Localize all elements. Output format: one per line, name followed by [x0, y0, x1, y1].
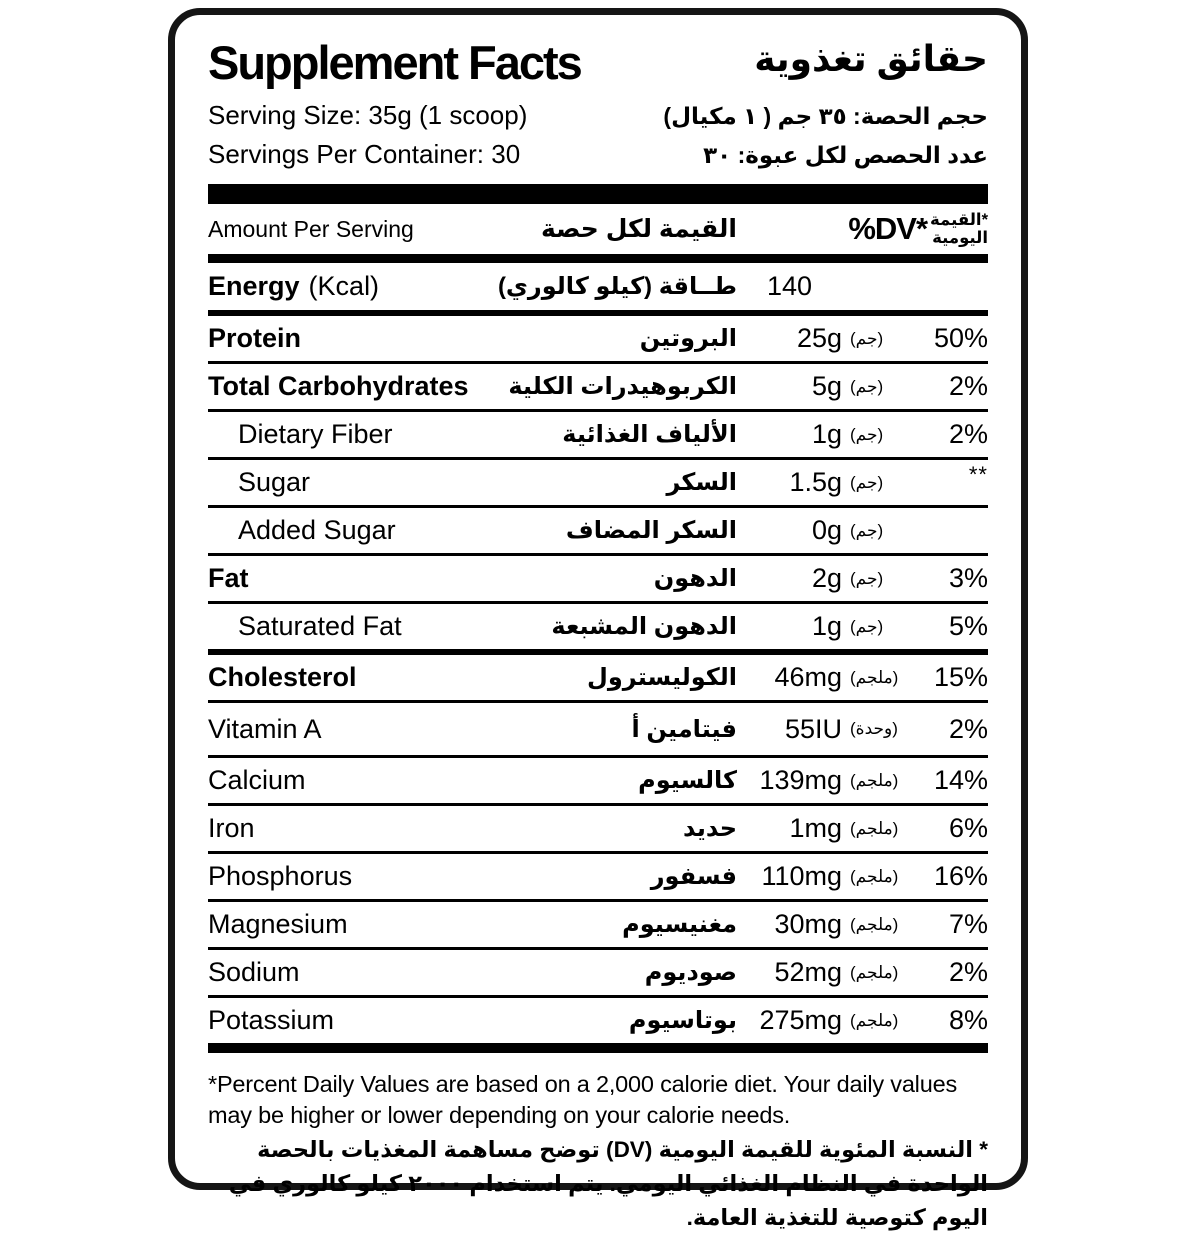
nutrient-name-ar: فسفور: [650, 863, 737, 890]
nutrient-name-en: Vitamin A: [208, 713, 322, 744]
dv-arabic-line1: *القيمة: [930, 210, 988, 229]
nutrient-unit-ar: (ملجم): [850, 770, 899, 790]
nutrient-name-en: Cholesterol: [208, 662, 357, 692]
nutrient-name-ar: الألياف الغذائية: [562, 421, 737, 448]
nutrient-dv: 16%: [933, 861, 988, 891]
nutrient-amount: 2g: [811, 563, 842, 593]
nutrient-dv: 2%: [948, 713, 988, 744]
nutrient-amount: 275mg: [759, 1005, 842, 1035]
nutrient-dv: **: [968, 461, 988, 487]
nutrient-unit-ar: (جم): [850, 424, 884, 444]
nutrient-name-ar: حديد: [682, 815, 737, 842]
nutrient-name-en: Energy: [208, 271, 300, 301]
dv-arabic-label: [930, 211, 988, 247]
row-vitamin-a: [208, 703, 988, 755]
row-protein: [208, 316, 988, 361]
servings-per-container-row: [208, 139, 988, 170]
servings-per-container-en: Servings Per Container: 30: [208, 139, 521, 169]
nutrient-name-en: Fat: [208, 563, 249, 593]
title-row: [208, 36, 988, 89]
nutrient-name-en: Sugar: [238, 467, 311, 497]
nutrient-name-ar: فيتامين أ: [631, 715, 737, 743]
serving-size-ar: حجم الحصة: ٣٥ جم ( ١ مكيال): [663, 103, 988, 129]
amount-per-serving-header: Amount Per Serving: [208, 215, 414, 242]
nutrient-amount: 5g: [811, 371, 842, 401]
row-dietary-fiber: [208, 412, 988, 457]
nutrient-unit-ar: (وحدة): [850, 719, 898, 738]
amount-per-serving-header-ar: القيمة لكل حصة: [540, 215, 737, 243]
row-total-carbohydrates: [208, 364, 988, 409]
supplement-facts-label: [168, 8, 1028, 1230]
row-iron: [208, 806, 988, 851]
nutrient-amount: 30mg: [774, 909, 842, 939]
nutrient-name-ar: البروتين: [639, 325, 737, 352]
nutrient-name-ar: بوتاسيوم: [628, 1007, 737, 1034]
table-header-row: [208, 204, 988, 254]
nutrient-name-ar: طــاقة (كيلو كالوري): [497, 273, 737, 300]
nutrient-dv: 2%: [948, 957, 988, 987]
nutrient-name-en: Saturated Fat: [238, 611, 402, 641]
nutrient-amount: 110mg: [761, 861, 842, 891]
nutrient-unit-ar: (ملجم): [850, 962, 899, 982]
row-potassium: [208, 998, 988, 1043]
row-magnesium: [208, 902, 988, 947]
nutrient-name-en: Protein: [208, 323, 302, 353]
serving-size-en: Serving Size: 35g (1 scoop): [208, 100, 528, 130]
label-content: [175, 15, 1021, 1234]
dv-arabic-line2: اليومية: [932, 229, 988, 247]
nutrient-name-en: Potassium: [208, 1005, 335, 1035]
nutrient-unit-ar: (جم): [850, 472, 884, 492]
serving-size-row: [208, 100, 988, 131]
nutrient-amount: 55IU: [784, 713, 842, 744]
row-sodium: [208, 950, 988, 995]
nutrient-amount: 1mg: [789, 813, 842, 843]
dv-percent-label: %DV*: [848, 211, 928, 246]
nutrient-dv: 2%: [948, 419, 988, 449]
nutrient-dv: 3%: [948, 563, 988, 593]
nutrient-name-ar: السكر: [666, 469, 737, 496]
footnote-arabic: * النسبة المئوية للقيمة اليومية (DV) توضح مساهمة المغذيات بالحصة الواحدة في النظام الغذائي اليومي. يتم استخدام ٢٠٠٠ كيلو كالوري في اليوم كتوصية للتغذية العامة.: [228, 1137, 988, 1230]
nutrient-name-ar: الكربوهيدرات الكلية: [508, 373, 737, 400]
nutrient-unit-ar: (جم): [850, 328, 884, 348]
title-english: Supplement Facts: [208, 36, 581, 89]
servings-per-container-ar: عدد الحصص لكل عبوة: ٣٠: [703, 142, 988, 168]
nutrient-dv: 5%: [948, 611, 988, 641]
nutrient-name-en: Sodium: [208, 957, 300, 987]
nutrient-name-ar: كالسيوم: [638, 767, 737, 794]
nutrient-dv: 15%: [933, 662, 988, 692]
nutrient-name-ar: السكر المضاف: [565, 517, 737, 544]
row-phosphorus: [208, 854, 988, 899]
bottom-divider-bar: [208, 1043, 988, 1053]
nutrient-unit-ar: (ملجم): [850, 667, 899, 687]
nutrient-dv: 6%: [948, 813, 988, 843]
nutrient-amount: 46mg: [774, 662, 842, 692]
nutrient-unit-ar: (ملجم): [850, 1010, 899, 1030]
nutrient-dv: 14%: [933, 765, 988, 795]
nutrient-amount: 25g: [796, 323, 842, 353]
nutrient-name-en: Magnesium: [208, 909, 348, 939]
nutrient-name-en: Phosphorus: [208, 861, 353, 891]
nutrient-name-en: Calcium: [208, 765, 306, 795]
row-cholesterol: [208, 655, 988, 700]
nutrient-name-en: Iron: [208, 813, 255, 843]
nutrient-name-en-suffix: (Kcal): [308, 271, 380, 301]
nutrient-amount: 52mg: [774, 957, 842, 987]
nutrient-amount: 139mg: [759, 765, 842, 795]
row-fat: [208, 556, 988, 601]
title-arabic: حقائق تغذوية: [754, 38, 988, 79]
daily-value-header: [737, 211, 988, 247]
nutrient-amount: 0g: [811, 515, 842, 545]
nutrient-dv: 7%: [948, 909, 988, 939]
nutrient-name-en: Added Sugar: [238, 515, 396, 545]
row-saturated-fat: [208, 604, 988, 649]
nutrient-unit-ar: (ملجم): [850, 914, 899, 934]
nutrient-name-ar: صوديوم: [644, 959, 737, 986]
row-calcium: [208, 758, 988, 803]
row-sugar: [208, 460, 988, 505]
row-energy: [208, 263, 988, 310]
footnote-english: *Percent Daily Values are based on a 2,000 calorie diet. Your daily values may be higher or lower depending on your calorie needs.: [208, 1071, 957, 1128]
nutrient-amount: 140: [766, 271, 813, 301]
top-divider-bar: [208, 184, 988, 204]
nutrient-dv: 8%: [948, 1005, 988, 1035]
nutrient-name-ar: الكوليسترول: [587, 664, 737, 691]
nutrient-name-en: Total Carbohydrates: [208, 371, 469, 401]
nutrient-dv: 2%: [948, 371, 988, 401]
nutrient-unit-ar: (ملجم): [850, 818, 899, 838]
nutrient-unit-ar: (جم): [850, 568, 884, 588]
nutrient-name-ar: مغنيسيوم: [622, 911, 737, 938]
nutrient-unit-ar: (جم): [850, 616, 884, 636]
nutrient-name-ar: الدهون: [653, 565, 737, 592]
nutrient-name-ar: الدهون المشبعة: [551, 613, 737, 640]
nutrient-unit-ar: (جم): [850, 376, 884, 396]
nutrient-unit-ar: (جم): [850, 520, 884, 540]
nutrient-name-en: Dietary Fiber: [238, 419, 393, 449]
nutrient-amount: 1g: [811, 419, 842, 449]
nutrient-amount: 1.5g: [789, 467, 842, 497]
header-divider-bar: [208, 254, 988, 263]
row-added-sugar: [208, 508, 988, 553]
nutrient-amount: 1g: [811, 611, 842, 641]
nutrient-dv: 50%: [933, 323, 988, 353]
nutrient-unit-ar: (ملجم): [850, 866, 899, 886]
